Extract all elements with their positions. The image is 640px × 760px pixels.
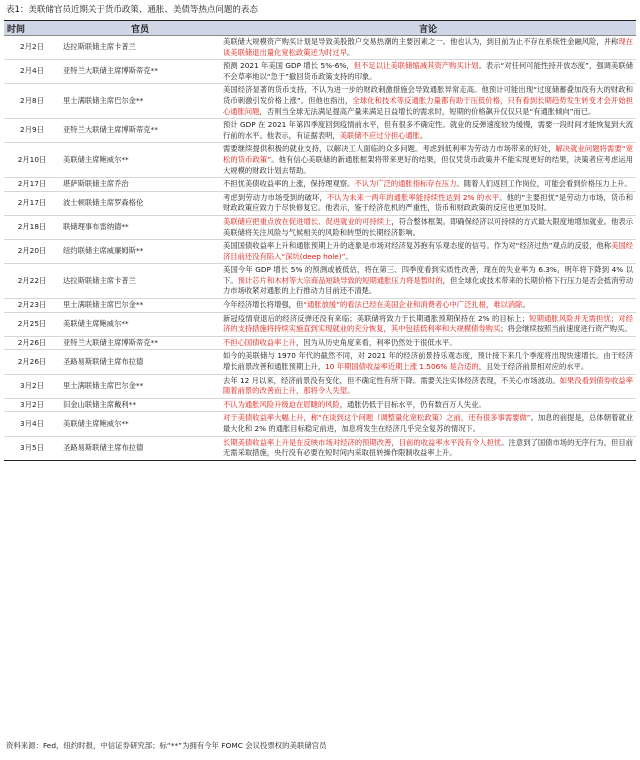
row-official: 圣路易斯联储主席布拉德 xyxy=(60,436,220,460)
statement-text: 。随着人们返回工作岗位，可能会看到价格压力上升。 xyxy=(456,179,632,189)
statement-text: ，否则当全球无法满足提高产量来满足日益增长的需求时，短期的价格飙升仅仅只是“有通胀倾向”而已。 xyxy=(259,106,596,116)
row-date: 2月8日 xyxy=(4,84,60,119)
row-date: 2月9日 xyxy=(4,119,60,143)
statement-text: ，符合整体框架。即确保经济以可持续的方式最大限度地增加就业。他表示美联储将关注风险与气候相关的风险和转型的长期经济影响。 xyxy=(223,216,634,237)
highlighted-statement: 但不足以让美联储缩减其资产购买计划 xyxy=(353,61,479,71)
table-row xyxy=(4,374,636,398)
row-date: 2月18日 xyxy=(4,215,60,239)
table-body xyxy=(4,36,636,461)
highlighted-statement: 现在谈美联储退出量化宽松政策还为时过早 xyxy=(223,37,634,57)
row-date: 3月4日 xyxy=(4,412,60,436)
statement-text: 。 xyxy=(345,251,353,261)
row-date: 3月5日 xyxy=(4,436,60,460)
table-row xyxy=(4,178,636,192)
row-date: 2月4日 xyxy=(4,60,60,84)
statement-text: 。他有信心美联储的新通胀框架将带来更好的结果，但仅凭货币政策并不能实现更好的结果，决策者应考虑运用大规模的财政计划去帮助。 xyxy=(223,154,634,175)
table-row xyxy=(4,350,636,374)
statement-text: 。 xyxy=(347,386,355,396)
table-row xyxy=(4,412,636,436)
row-official: 美联储主席鲍威尔** xyxy=(60,312,220,336)
statement-text: 。注意到了国债市场的无序行为，但目前无需采取措施，央行没有必要在短时间内采取扭转操作限制收益率上升。 xyxy=(223,437,634,458)
highlighted-statement: “通胀放缓”的看法已经在美国企业和消费者心中广泛扎根，难以消除 xyxy=(303,300,523,310)
statement-text: 不担忧美债收益率的上涨，保持理观察。 xyxy=(223,179,355,189)
row-date: 3月2日 xyxy=(4,398,60,412)
highlighted-statement: 美联储应把重点放在促进增长、促进就业的可持续上 xyxy=(223,216,392,226)
row-official: 波士顿联储主席罗森格伦 xyxy=(60,191,220,215)
row-official: 纽约联储主席威廉姆斯** xyxy=(60,240,220,264)
statement-text: ，但全球化或技术带来的长期价格下行压力是否会抵消劳动力市场收紧对通胀的上行推动力目前还不清楚。 xyxy=(223,275,634,296)
table-row xyxy=(4,398,636,412)
table-row xyxy=(4,299,636,313)
row-official: 达拉斯联储主席卡普兰 xyxy=(60,36,220,60)
row-official: 亚特兰大联储主席博斯蒂克** xyxy=(60,119,220,143)
row-statement xyxy=(220,436,636,460)
statement-text: 需要继续提供积极的就业支持，以解决工人面临的众多问题。考虑到低利率为劳动力市场带来的好处， xyxy=(223,144,556,154)
row-statement xyxy=(220,299,636,313)
row-statement xyxy=(220,119,636,143)
highlighted-statement: 对于美债收益率大幅上升，称“在谈到这个问题（调整量化宽松政策）之前，还有很多事需要做” xyxy=(223,413,531,423)
row-date: 2月17日 xyxy=(4,191,60,215)
row-statement xyxy=(220,374,636,398)
row-statement xyxy=(220,240,636,264)
row-statement xyxy=(220,178,636,192)
row-date: 2月26日 xyxy=(4,336,60,350)
statement-text: 预测 2021 年美国 GDP 增长 5%-6%， xyxy=(223,61,354,71)
statement-text: ，且处于经济前景相对应的水平。 xyxy=(478,362,589,372)
statement-text: 考虑到劳动力市场受到的破坏， xyxy=(223,192,327,202)
table-header xyxy=(4,21,636,36)
table-row xyxy=(4,119,636,143)
header-statement: 言论 xyxy=(220,21,636,36)
table-row xyxy=(4,191,636,215)
row-official: 里士满联储主席巴尔金** xyxy=(60,299,220,313)
statement-text: 预计 GDP 在 2021 年第四季度回到疫情前水平，但有很多不确定性。就业的反弹速度较为缓慢，需要一段时间才能恢复到大流行前的水平。他表示，有证据表明， xyxy=(223,120,633,140)
table-row xyxy=(4,36,636,60)
row-statement xyxy=(220,350,636,374)
table-title: 表1：美联储官员近期关于货币政策、通胀、美债等热点问题的表态 xyxy=(6,5,258,15)
row-official: 里士满联储主席巴尔金** xyxy=(60,84,220,119)
table-row xyxy=(4,436,636,460)
row-statement xyxy=(220,264,636,299)
row-official: 旧金山联储主席戴利** xyxy=(60,398,220,412)
statement-text: 如今的美联储与 1970 年代的截然不同，对 2021 年的经济前景持乐观态度，预计接下来几个季度将出现快速增长。由于经济增长前景改善和通胀预期上升， xyxy=(223,351,633,372)
table-row xyxy=(4,240,636,264)
highlighted-statement: 不认为广泛的通胀指标存在压力 xyxy=(354,179,457,189)
statement-text: 。 xyxy=(347,47,355,57)
table-row xyxy=(4,264,636,299)
statement-text: 美联储大规模资产购买计划是导致美股散户交易热潮的主要因素之一。他也认为，到目前为止不存在系统性金融风险，并称 xyxy=(223,37,619,46)
row-official: 堪萨斯联储主席乔治 xyxy=(60,178,220,192)
row-official: 亚特兰大联储主席博斯蒂克** xyxy=(60,336,220,350)
row-official: 亚特兰大联储主席博斯蒂克** xyxy=(60,60,220,84)
row-official: 联储理事布雷纳德** xyxy=(60,215,220,239)
statement-text: 美国国债收益率上升和通胀预期上升的迹象是市场对经济复苏抱有乐观态度的信号。作为对“经济过热”观点的反驳，他称 xyxy=(223,241,612,251)
statement-text: 。 xyxy=(522,300,530,310)
statement-text: 。加息的前提是，总体朝着就业最大化和 2% 的通胀目标稳定前进，加息将发生在经济几乎完全复苏的情况下。 xyxy=(223,413,633,433)
row-date: 2月10日 xyxy=(4,143,60,178)
statement-text: 今年经济增长将增强，但 xyxy=(223,300,304,310)
statement-text: 。表示“对任何可能性持开放态度”，强调美联储不会草率地以“急于”撤回货币政策支持的印象。 xyxy=(223,61,633,81)
statement-text: ，通胀仍低于目标水平，仍有数百万人失业。 xyxy=(339,399,486,409)
fed-statements-table xyxy=(4,20,636,461)
table-row xyxy=(4,143,636,178)
source-note: 资料来源：Fed，纽约时报，中信证券研究部；标“**”为拥有今年 FOMC 会议投票权的美联储官员 xyxy=(6,741,327,750)
table-row xyxy=(4,312,636,336)
highlighted-statement: 美国经济目前还没有陷入“深坑(deep hole)” xyxy=(223,241,634,261)
statement-text: 。他的“主要担忧”是劳动力市场，货币和财政政策应致力于尽快修复它。他表示，鉴于经济危机的严重性，货币和财政政策的反应也更加及时。 xyxy=(223,192,634,213)
row-statement xyxy=(220,336,636,350)
statement-text: 新冠疫情衰退后的经济反弹还没有来临；美联储将致力于长期通胀预期保持在 2% 的目标上； xyxy=(223,313,530,323)
statement-text: ，因为从历史角度来看，利率仍然处于很低水平。 xyxy=(295,337,457,347)
row-statement xyxy=(220,36,636,60)
header-date: 时间 xyxy=(4,21,60,36)
row-statement xyxy=(220,312,636,336)
row-statement xyxy=(220,215,636,239)
row-statement xyxy=(220,143,636,178)
row-statement xyxy=(220,84,636,119)
row-date: 2月26日 xyxy=(4,350,60,374)
table-row xyxy=(4,215,636,239)
statement-text: 去年 12 月以来，经济前景没有变化，但不确定性有所下降。需要关注实体经济表现，不关心市场波动。 xyxy=(223,375,560,385)
highlighted-statement: 解决就业问题将需要“宽松的货币政策” xyxy=(223,144,633,164)
row-official: 美联储主席鲍威尔** xyxy=(60,143,220,178)
row-statement xyxy=(220,191,636,215)
highlighted-statement: 不认为通胀风险升级迫在眉睫的风险 xyxy=(223,399,340,409)
row-official: 达拉斯联储主席卡普兰 xyxy=(60,264,220,299)
highlighted-statement: 10 年期国债收益率近期上涨 1.506% 是合适的 xyxy=(325,362,479,372)
row-official: 美联储主席鲍威尔** xyxy=(60,412,220,436)
highlighted-statement: 全球化和技术等反通胀力量都有助于压低价格，只有看到长期趋势发生转变才会开始担心通胀问题 xyxy=(223,95,634,116)
row-official: 圣路易斯联储主席布拉德 xyxy=(60,350,220,374)
statement-text: 美国今年 GDP 增长 5% 的预测或被低估，将在第三、四季度看到实质性改善，现在的失业率为 6.3%，明年将下降到 4% 以下。 xyxy=(223,265,633,285)
row-official: 里士满联储主席巴尔金** xyxy=(60,374,220,398)
highlighted-statement: 如果没看到债券收益率随着前景的改善而上升，那将令人失望 xyxy=(223,375,634,396)
row-date: 2月25日 xyxy=(4,312,60,336)
highlighted-statement: 不认为未来一两年的通胀率能持续性达到 2% 的水平 xyxy=(326,192,500,202)
table-row xyxy=(4,336,636,350)
row-date: 2月2日 xyxy=(4,36,60,60)
table-row xyxy=(4,84,636,119)
row-statement xyxy=(220,60,636,84)
table-row xyxy=(4,60,636,84)
row-date: 2月20日 xyxy=(4,240,60,264)
row-statement xyxy=(220,398,636,412)
highlighted-statement: 预计芯片和木材等大宗商品短缺导致的短期通胀压力将是暂时的 xyxy=(237,275,443,285)
highlighted-statement: 短期通胀风险并无需担忧；对经济的支持措施将持续实施直到实现就业的充分恢复，其中包括低利率和大规模债券购买 xyxy=(223,313,633,334)
row-date: 2月23日 xyxy=(4,299,60,313)
row-date: 2月17日 xyxy=(4,178,60,192)
statement-text: 。 xyxy=(420,130,428,140)
row-date: 2月22日 xyxy=(4,264,60,299)
row-statement xyxy=(220,412,636,436)
statement-text: ；将会继续按照当前速度进行资产购买。 xyxy=(500,324,632,334)
statement-text: 美国经济显著的货币支持，不认为进一步的财政刺激措施会导致通胀异常走高。他预计可能出现“过度储蓄叠加没有大的财政和货币刺激引发价格上涨”。但他也指出， xyxy=(223,85,633,105)
header-official: 官员 xyxy=(60,21,220,36)
highlighted-statement: 不担心国债收益率上升 xyxy=(223,337,296,347)
row-date: 3月2日 xyxy=(4,374,60,398)
highlighted-statement: 长期美债收益率上升是在反映市场对经济的预期改善，目前的收益率水平没有令人担忧 xyxy=(223,437,502,447)
highlighted-statement: 美联储不应过分担心通胀 xyxy=(339,130,421,140)
